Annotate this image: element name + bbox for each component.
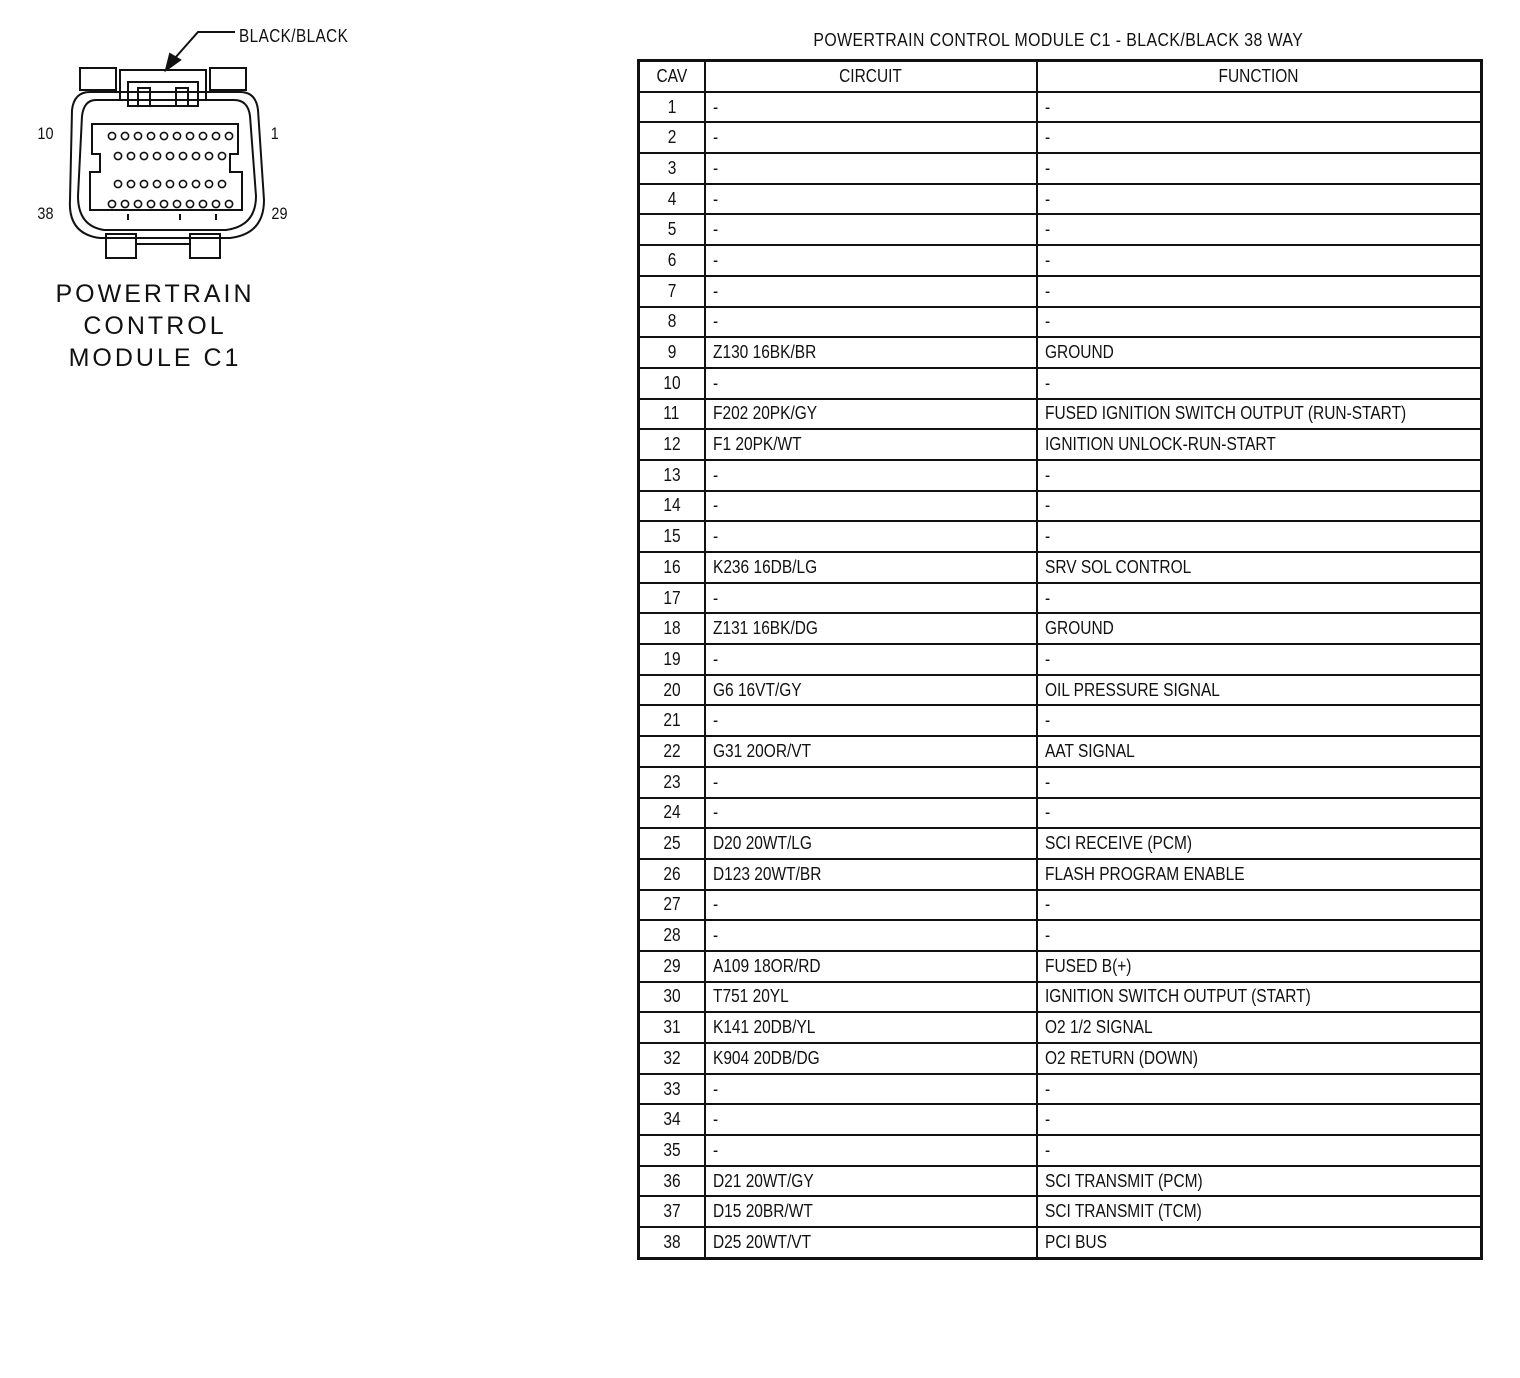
function-cell: SCI TRANSMIT (PCM) [1037, 1166, 1482, 1197]
cav-cell: 22 [639, 736, 705, 767]
function-cell: - [1037, 122, 1482, 153]
table-row [639, 951, 1482, 982]
circuit-cell: F202 20PK/GY [705, 399, 1037, 430]
circuit-cell: - [705, 920, 1037, 951]
cav-cell: 18 [639, 613, 705, 644]
circuit-cell: - [705, 644, 1037, 675]
function-cell: - [1037, 1074, 1482, 1105]
pin-label-top-right: 1 [270, 124, 279, 143]
cav-cell: 9 [639, 337, 705, 368]
table-title [637, 30, 1480, 51]
cav-cell: 26 [639, 859, 705, 890]
table-row [639, 644, 1482, 675]
function-cell: OIL PRESSURE SIGNAL [1037, 675, 1482, 706]
circuit-cell: A109 18OR/RD [705, 951, 1037, 982]
function-cell: FUSED IGNITION SWITCH OUTPUT (RUN-START) [1037, 399, 1482, 430]
function-cell: - [1037, 92, 1482, 123]
cav-cell: 5 [639, 214, 705, 245]
function-cell: - [1037, 214, 1482, 245]
circuit-cell: K236 16DB/LG [705, 552, 1037, 583]
circuit-cell: - [705, 153, 1037, 184]
left-top-tab [80, 68, 116, 90]
cav-cell: 1 [639, 92, 705, 123]
circuit-cell: G31 20OR/VT [705, 736, 1037, 767]
cav-cell: 10 [639, 368, 705, 399]
circuit-cell: - [705, 307, 1037, 338]
table-row [639, 982, 1482, 1013]
table-row [639, 399, 1482, 430]
callout-leader-line [175, 32, 235, 58]
table-row [639, 767, 1482, 798]
cav-cell: 24 [639, 798, 705, 829]
cav-cell: 35 [639, 1135, 705, 1166]
cav-cell: 20 [639, 675, 705, 706]
cav-cell: 8 [639, 307, 705, 338]
table-row [639, 705, 1482, 736]
table-row [639, 890, 1482, 921]
function-cell: O2 1/2 SIGNAL [1037, 1012, 1482, 1043]
function-cell: - [1037, 307, 1482, 338]
table-row [639, 276, 1482, 307]
circuit-cell: - [705, 705, 1037, 736]
circuit-cell: D21 20WT/GY [705, 1166, 1037, 1197]
cav-cell: 21 [639, 705, 705, 736]
header-circuit: CIRCUIT [705, 61, 1037, 92]
circuit-cell: - [705, 214, 1037, 245]
table-row [639, 1074, 1482, 1105]
header-function: FUNCTION [1037, 61, 1482, 92]
circuit-cell: D123 20WT/BR [705, 859, 1037, 890]
function-cell: - [1037, 276, 1482, 307]
circuit-cell: - [705, 583, 1037, 614]
cav-cell: 6 [639, 245, 705, 276]
circuit-cell: D20 20WT/LG [705, 828, 1037, 859]
table-row [639, 1104, 1482, 1135]
table-row [639, 736, 1482, 767]
circuit-cell: T751 20YL [705, 982, 1037, 1013]
center-lock [120, 70, 206, 100]
table-row [639, 920, 1482, 951]
circuit-cell: D15 20BR/WT [705, 1196, 1037, 1227]
circuit-cell: K904 20DB/DG [705, 1043, 1037, 1074]
circuit-cell: - [705, 276, 1037, 307]
function-cell: IGNITION UNLOCK-RUN-START [1037, 429, 1482, 460]
function-cell: - [1037, 1135, 1482, 1166]
table-row [639, 613, 1482, 644]
table-row [639, 307, 1482, 338]
circuit-cell: - [705, 122, 1037, 153]
cav-cell: 29 [639, 951, 705, 982]
cav-cell: 13 [639, 460, 705, 491]
circuit-cell: - [705, 767, 1037, 798]
cav-cell: 11 [639, 399, 705, 430]
circuit-cell: - [705, 368, 1037, 399]
circuit-cell: - [705, 1074, 1037, 1105]
function-cell: - [1037, 798, 1482, 829]
function-cell: O2 RETURN (DOWN) [1037, 1043, 1482, 1074]
circuit-cell: - [705, 798, 1037, 829]
table-row [639, 859, 1482, 890]
circuit-cell: - [705, 245, 1037, 276]
table-row [639, 153, 1482, 184]
cav-cell: 32 [639, 1043, 705, 1074]
cav-cell: 31 [639, 1012, 705, 1043]
connector-name-line: POWERTRAIN [55, 280, 255, 308]
function-cell: - [1037, 583, 1482, 614]
cav-cell: 17 [639, 583, 705, 614]
cav-cell: 27 [639, 890, 705, 921]
pin-label-bottom-right: 29 [271, 204, 288, 223]
table-row [639, 122, 1482, 153]
circuit-cell: - [705, 491, 1037, 522]
circuit-cell: - [705, 890, 1037, 921]
function-cell: FLASH PROGRAM ENABLE [1037, 859, 1482, 890]
function-cell: - [1037, 460, 1482, 491]
cav-cell: 15 [639, 521, 705, 552]
cav-cell: 34 [639, 1104, 705, 1135]
pinout-table [637, 59, 1483, 1260]
table-row [639, 214, 1482, 245]
pin-holes [108, 132, 232, 207]
function-cell: IGNITION SWITCH OUTPUT (START) [1037, 982, 1482, 1013]
cav-cell: 2 [639, 122, 705, 153]
cav-cell: 28 [639, 920, 705, 951]
table-row [639, 245, 1482, 276]
table-row [639, 491, 1482, 522]
circuit-cell: K141 20DB/YL [705, 1012, 1037, 1043]
cav-cell: 19 [639, 644, 705, 675]
cav-cell: 12 [639, 429, 705, 460]
table-row [639, 798, 1482, 829]
circuit-cell: - [705, 1104, 1037, 1135]
function-cell: - [1037, 245, 1482, 276]
cav-cell: 33 [639, 1074, 705, 1105]
cav-cell: 25 [639, 828, 705, 859]
cav-cell: 16 [639, 552, 705, 583]
table-row [639, 337, 1482, 368]
function-cell: - [1037, 153, 1482, 184]
function-cell: PCI BUS [1037, 1227, 1482, 1258]
callout-arrow-icon [166, 54, 180, 70]
function-cell: - [1037, 767, 1482, 798]
function-cell: - [1037, 644, 1482, 675]
cav-cell: 37 [639, 1196, 705, 1227]
table-row [639, 552, 1482, 583]
table-row [639, 1196, 1482, 1227]
function-cell: GROUND [1037, 337, 1482, 368]
connector-diagram [20, 20, 360, 380]
cav-cell: 7 [639, 276, 705, 307]
table-row [639, 521, 1482, 552]
table-row [639, 368, 1482, 399]
table-header-row [639, 61, 1482, 92]
circuit-cell: G6 16VT/GY [705, 675, 1037, 706]
cav-cell: 3 [639, 153, 705, 184]
connector-color-callout: BLACK/BLACK [239, 26, 349, 46]
table-row [639, 1135, 1482, 1166]
table-row [639, 1227, 1482, 1258]
cav-cell: 23 [639, 767, 705, 798]
table-title-text: POWERTRAIN CONTROL MODULE C1 - BLACK/BLACK 38 WAY [813, 30, 1304, 50]
circuit-cell: Z131 16BK/DG [705, 613, 1037, 644]
table-row [639, 1043, 1482, 1074]
right-top-tab [210, 68, 246, 90]
function-cell: - [1037, 184, 1482, 215]
circuit-cell: D25 20WT/VT [705, 1227, 1037, 1258]
cav-cell: 4 [639, 184, 705, 215]
connector-name [50, 278, 260, 374]
table-row [639, 460, 1482, 491]
function-cell: FUSED B(+) [1037, 951, 1482, 982]
cav-cell: 38 [639, 1227, 705, 1258]
circuit-cell: - [705, 1135, 1037, 1166]
function-cell: - [1037, 1104, 1482, 1135]
table-row [639, 583, 1482, 614]
pinout-table-body [639, 92, 1482, 1259]
function-cell: AAT SIGNAL [1037, 736, 1482, 767]
table-row [639, 429, 1482, 460]
connector-name-line: MODULE C1 [68, 344, 242, 372]
table-row [639, 828, 1482, 859]
cav-cell: 30 [639, 982, 705, 1013]
function-cell: - [1037, 920, 1482, 951]
table-row [639, 675, 1482, 706]
header-cav: CAV [639, 61, 705, 92]
function-cell: GROUND [1037, 613, 1482, 644]
circuit-cell: - [705, 184, 1037, 215]
table-row [639, 92, 1482, 123]
circuit-cell: - [705, 460, 1037, 491]
circuit-cell: Z130 16BK/BR [705, 337, 1037, 368]
function-cell: SCI RECEIVE (PCM) [1037, 828, 1482, 859]
table-row [639, 1166, 1482, 1197]
cav-cell: 14 [639, 491, 705, 522]
connector-name-line: CONTROL [83, 312, 227, 340]
table-row [639, 184, 1482, 215]
circuit-cell: F1 20PK/WT [705, 429, 1037, 460]
function-cell: - [1037, 521, 1482, 552]
circuit-cell: - [705, 92, 1037, 123]
function-cell: - [1037, 491, 1482, 522]
function-cell: - [1037, 368, 1482, 399]
function-cell: - [1037, 705, 1482, 736]
cav-cell: 36 [639, 1166, 705, 1197]
circuit-cell: - [705, 521, 1037, 552]
table-row [639, 1012, 1482, 1043]
pin-label-bottom-left: 38 [37, 204, 54, 223]
function-cell: SRV SOL CONTROL [1037, 552, 1482, 583]
pin-label-top-left: 10 [37, 124, 54, 143]
function-cell: SCI TRANSMIT (TCM) [1037, 1196, 1482, 1227]
function-cell: - [1037, 890, 1482, 921]
